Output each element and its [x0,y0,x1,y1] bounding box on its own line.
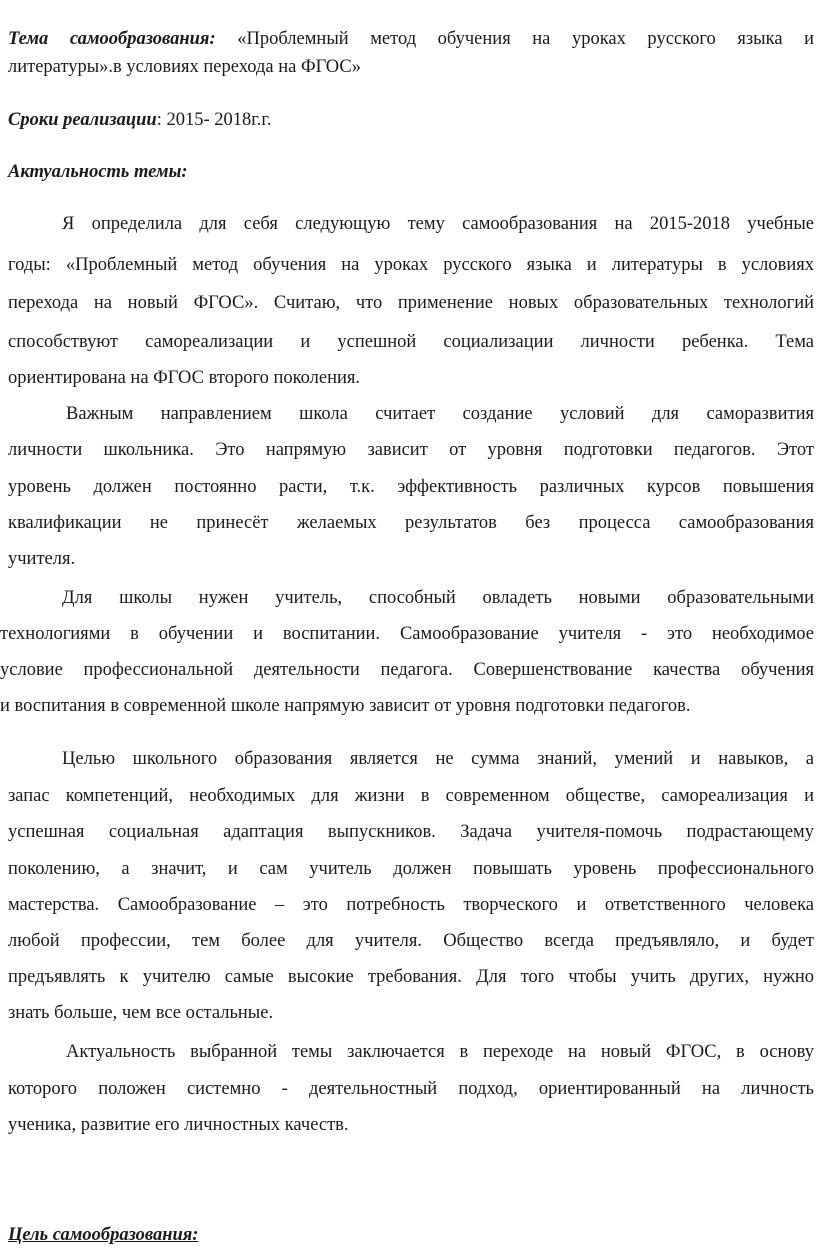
p1-line-3: перехода на новый ФГОС». Считаю, что применение новых образовательных технологий [8,293,814,313]
p3-line-4: и воспитания в современной школе напрямую зависит от уровня подготовки педагогов. [0,696,691,716]
p3-line-3: условие профессиональной деятельности педагога. Совершенствование качества обучения [0,660,814,680]
p4-line-6: любой профессии, тем более для учителя. Общество всегда предъявляло, и будет [8,931,814,951]
p4-line-5: мастерства. Самообразование – это потребность творческого и ответственного человека [8,895,814,915]
p4-line-4: поколению, а значит, и сам учитель должен повышать уровень профессионального [8,859,814,879]
p2-line-5: учителя. [8,549,76,569]
p2-line-3: уровень должен постоянно расти, т.к. эффективность различных курсов повышения [8,477,814,497]
topic-text-2: литературы».в условиях перехода на ФГОС» [8,57,361,77]
p5-line-1: Актуальность выбранной темы заключается в переходе на новый ФГОС, в основу [66,1042,814,1062]
p4-line-1: Целью школьного образования является не сумма знаний, умений и навыков, а [62,749,814,769]
p3-line-1: Для школы нужен учитель, способный овладеть новыми образовательными [62,588,814,608]
p3-line-2: технологиями в обучении и воспитании. Самообразование учителя - это необходимое [0,624,814,644]
p2-line-1: Важным направлением школа считает создание условий для саморазвития [66,404,814,424]
period-label: Сроки реализации [8,110,157,130]
p5-line-3: ученика, развитие его личностных качеств. [8,1115,349,1135]
p1-line-4: способствуют самореализации и успешной социализации личности ребенка. Тема [8,332,814,352]
p4-line-8: знать больше, чем все остальные. [8,1003,274,1023]
p5-line-2: которого положен системно - деятельностный подход, ориентированный на личность [8,1079,814,1099]
topic-text-1: «Проблемный метод обучения на уроках русского языка и [237,29,814,49]
topic-line-1 [8,30,814,49]
p1-line-1: Я определила для себя следующую тему самообразования на 2015-2018 учебные [62,214,814,234]
p1-line-5: ориентирована на ФГОС второго поколения. [8,368,361,388]
p2-line-2: личности школьника. Это напрямую зависит от уровня подготовки педагогов. Этот [8,440,814,460]
period-line [8,111,814,130]
p2-line-4: квалификации не принесёт желаемых результатов без процесса самообразования [8,513,814,533]
p4-line-2: запас компетенций, необходимых для жизни в современном обществе, самореализация и [8,786,814,806]
topic-label: Тема самообразования: [8,29,216,49]
period-text: : 2015- 2018г.г. [156,110,272,130]
p4-line-3: успешная социальная адаптация выпускников. Задача учителя-помочь подрастающему [8,822,814,842]
goal-heading: Цель самообразования: [8,1225,199,1245]
topic-line-2 [8,58,814,77]
p1-line-2: годы: «Проблемный метод обучения на уроках русского языка и литературы в условиях [8,255,814,275]
p4-line-7: предъявлять к учителю самые высокие требования. Для того чтобы учить других, нужно [8,967,814,987]
relevance-heading: Актуальность темы: [8,162,188,182]
